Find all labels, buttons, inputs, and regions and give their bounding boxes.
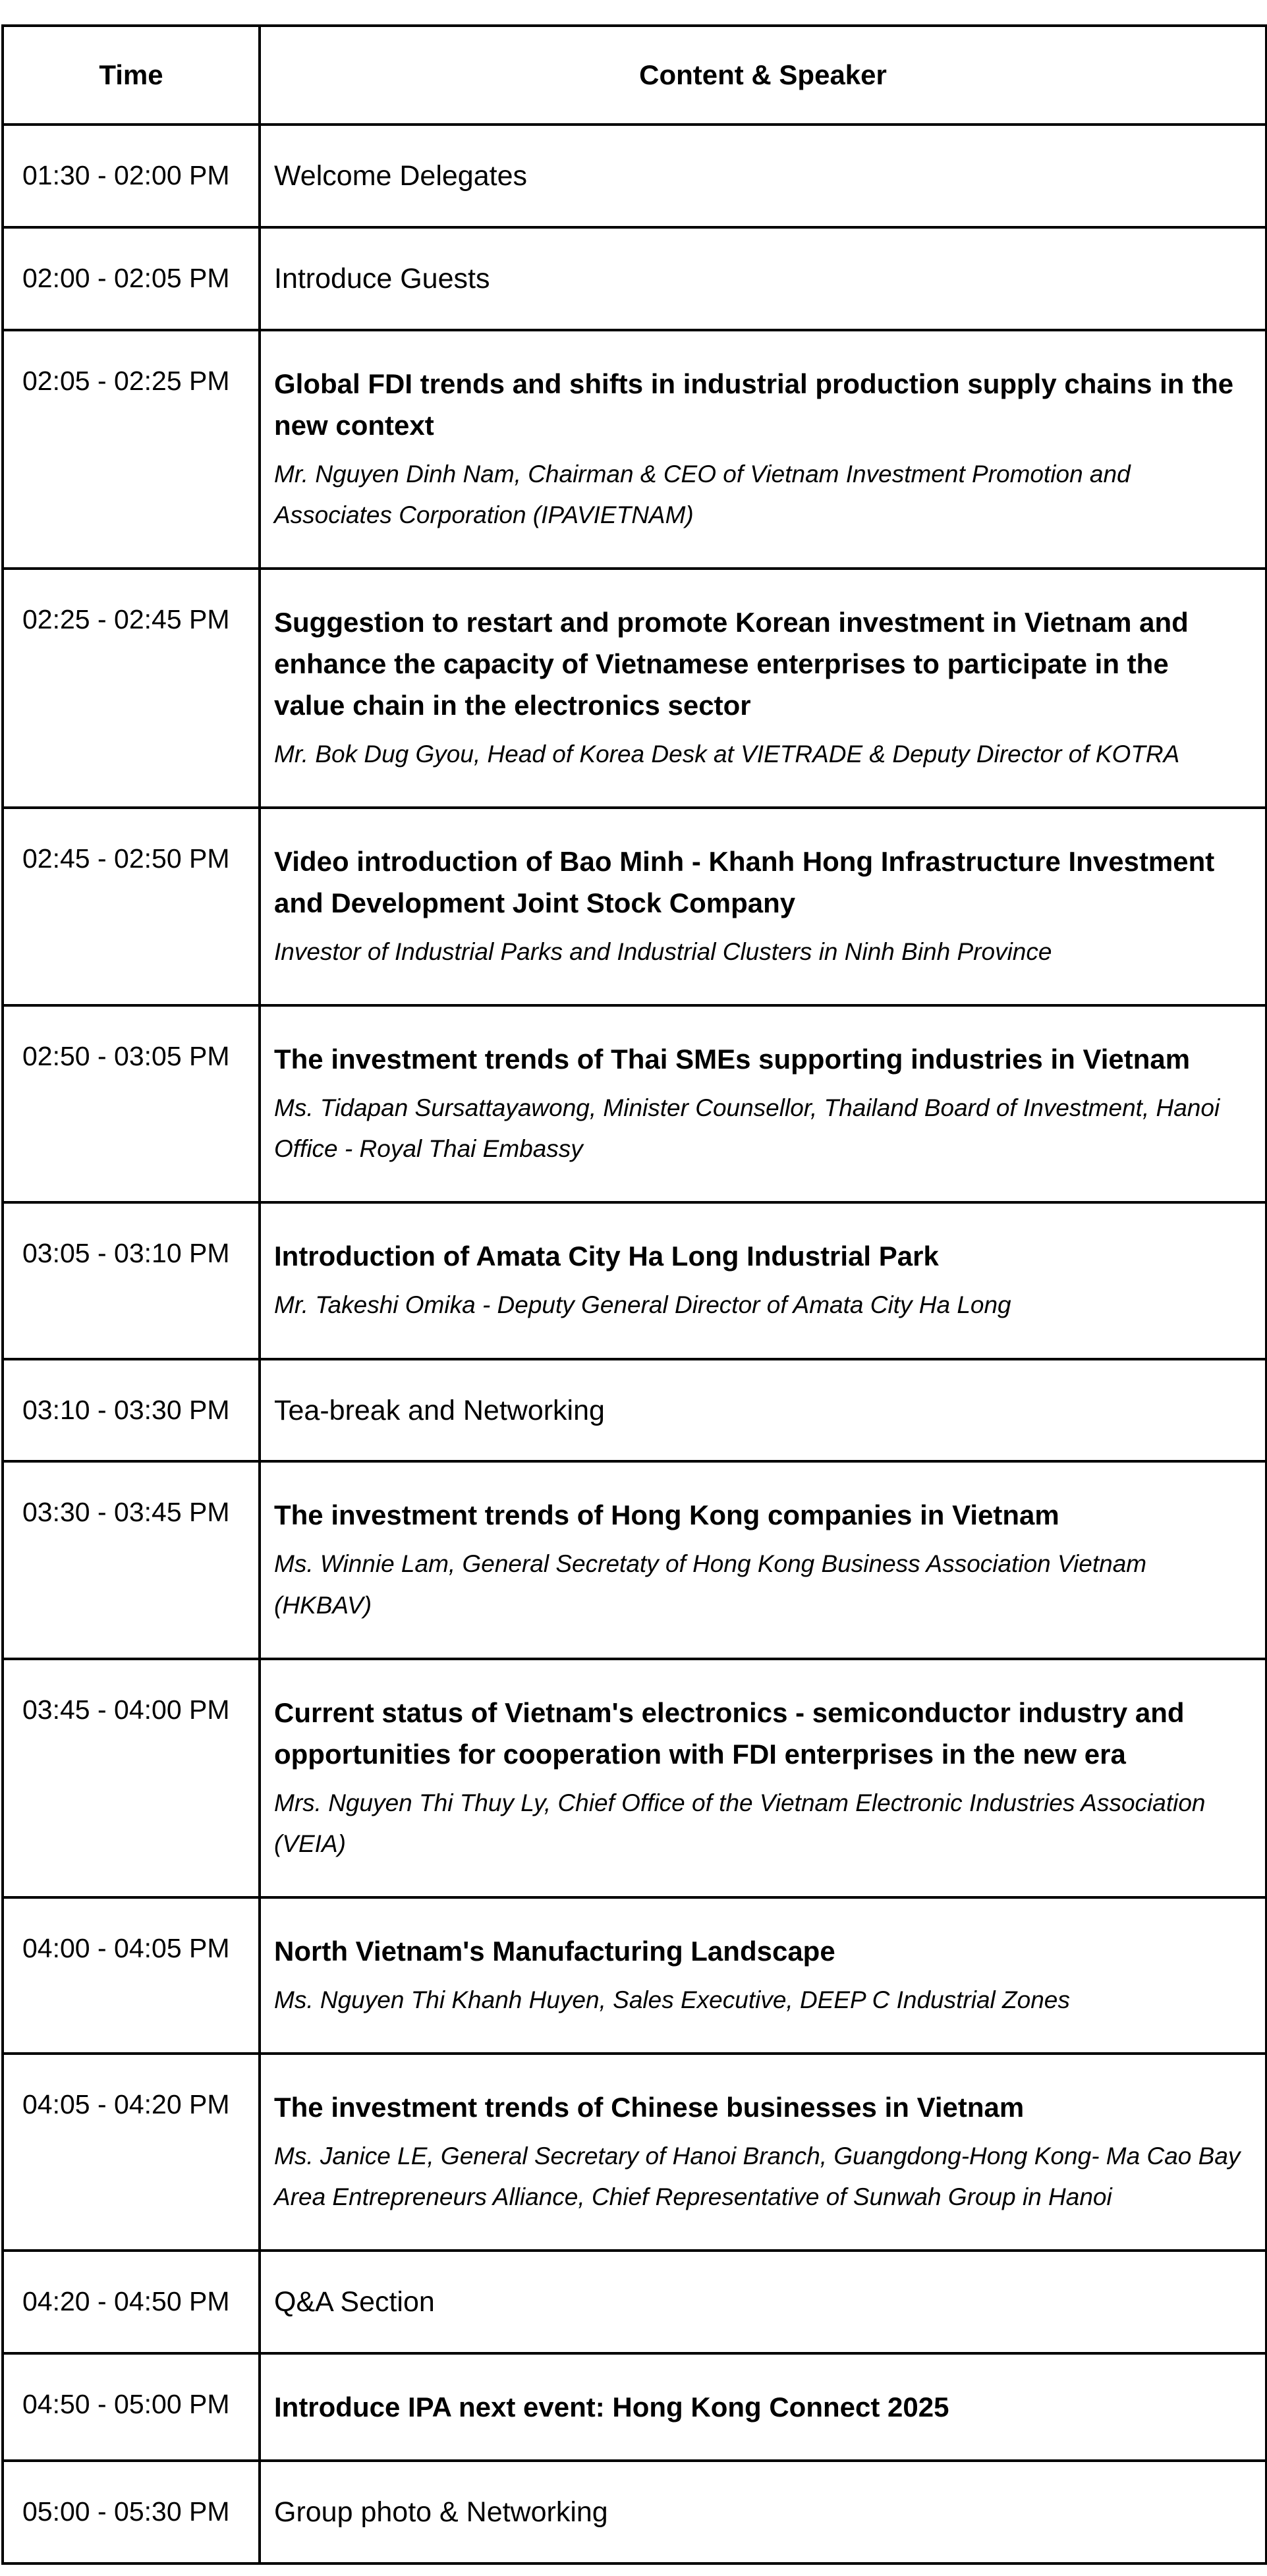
content-cell bbox=[260, 227, 1266, 330]
content-cell bbox=[260, 1659, 1266, 1897]
time-cell: 02:45 - 02:50 PM bbox=[3, 808, 260, 1005]
session-title: Introduction of Amata City Ha Long Industrial Park bbox=[274, 1241, 939, 1272]
speaker-info: Mr. Bok Dug Gyou, Head of Korea Desk at VIETRADE & Deputy Director of KOTRA bbox=[274, 740, 1180, 768]
content-cell bbox=[260, 569, 1266, 808]
time-cell: 02:25 - 02:45 PM bbox=[3, 569, 260, 808]
table-row bbox=[3, 330, 1266, 569]
speaker-info: Mr. Takeshi Omika - Deputy General Director of Amata City Ha Long bbox=[274, 1291, 1011, 1319]
time-cell: 02:50 - 03:05 PM bbox=[3, 1005, 260, 1202]
content-cell bbox=[260, 808, 1266, 1005]
content-cell bbox=[260, 330, 1266, 569]
time-cell: 04:50 - 05:00 PM bbox=[3, 2353, 260, 2461]
session-title: Global FDI trends and shifts in industrial production supply chains in the new context bbox=[274, 368, 1234, 441]
time-cell: 02:00 - 02:05 PM bbox=[3, 227, 260, 330]
header-row bbox=[3, 26, 1266, 125]
speaker-info: Ms. Nguyen Thi Khanh Huyen, Sales Executive, DEEP C Industrial Zones bbox=[274, 1986, 1070, 2013]
table-row bbox=[3, 2461, 1266, 2563]
table-row bbox=[3, 2353, 1266, 2461]
table-row bbox=[3, 808, 1266, 1005]
time-cell: 01:30 - 02:00 PM bbox=[3, 125, 260, 227]
speaker-info: Ms. Tidapan Sursattayawong, Minister Counsellor, Thailand Board of Investment, Hanoi Office - Royal Thai Embassy bbox=[274, 1094, 1220, 1163]
table-row bbox=[3, 125, 1266, 227]
agenda-item-text: Introduce Guests bbox=[274, 262, 490, 294]
table-row bbox=[3, 2054, 1266, 2251]
content-cell bbox=[260, 2054, 1266, 2251]
session-title: Suggestion to restart and promote Korean investment in Vietnam and enhance the capacity of Vietnamese enterprises to participate in the value chain in the electronics sector bbox=[274, 606, 1189, 721]
speaker-info: Ms. Janice LE, General Secretary of Hanoi Branch, Guangdong-Hong Kong- Ma Cao Bay Area Entrepreneurs Alliance, Chief Representative of Sunwah Group in Hanoi bbox=[274, 2142, 1241, 2211]
session-title: The investment trends of Chinese businesses in Vietnam bbox=[274, 2092, 1025, 2123]
time-cell: 02:05 - 02:25 PM bbox=[3, 330, 260, 569]
content-cell bbox=[260, 2353, 1266, 2461]
table-row bbox=[3, 1359, 1266, 1462]
table-row bbox=[3, 227, 1266, 330]
content-cell bbox=[260, 1005, 1266, 1202]
agenda-item-text: Group photo & Networking bbox=[274, 2496, 608, 2529]
speaker-info: Mrs. Nguyen Thi Thuy Ly, Chief Office of the Vietnam Electronic Industries Association (VEIA) bbox=[274, 1789, 1206, 1857]
time-cell: 04:05 - 04:20 PM bbox=[3, 2054, 260, 2251]
agenda-body bbox=[3, 125, 1266, 2563]
time-cell: 03:30 - 03:45 PM bbox=[3, 1461, 260, 1658]
content-cell bbox=[260, 2461, 1266, 2563]
content-cell bbox=[260, 125, 1266, 227]
table-row bbox=[3, 1202, 1266, 1358]
time-cell: 04:00 - 04:05 PM bbox=[3, 1897, 260, 2054]
content-cell bbox=[260, 1897, 1266, 2054]
content-header: Content & Speaker bbox=[260, 26, 1266, 125]
time-cell: 04:20 - 04:50 PM bbox=[3, 2251, 260, 2353]
session-title: North Vietnam's Manufacturing Landscape bbox=[274, 1935, 835, 1967]
content-cell bbox=[260, 1359, 1266, 1462]
content-cell bbox=[260, 1202, 1266, 1358]
session-title: The investment trends of Thai SMEs supporting industries in Vietnam bbox=[274, 1044, 1191, 1075]
time-cell: 03:45 - 04:00 PM bbox=[3, 1659, 260, 1897]
session-title: Video introduction of Bao Minh - Khanh Hong Infrastructure Investment and Development Joint Stock Company bbox=[274, 845, 1215, 918]
table-row bbox=[3, 569, 1266, 808]
time-cell: 05:00 - 05:30 PM bbox=[3, 2461, 260, 2563]
content-cell bbox=[260, 1461, 1266, 1658]
table-row bbox=[3, 1005, 1266, 1202]
speaker-info: Investor of Industrial Parks and Industrial Clusters in Ninh Binh Province bbox=[274, 938, 1052, 965]
time-cell: 03:10 - 03:30 PM bbox=[3, 1359, 260, 1462]
session-title: Current status of Vietnam's electronics - semiconductor industry and opportunities for cooperation with FDI enterprises in the new era bbox=[274, 1696, 1185, 1770]
table-row bbox=[3, 1659, 1266, 1897]
content-cell bbox=[260, 2251, 1266, 2353]
session-title: Introduce IPA next event: Hong Kong Connect 2025 bbox=[274, 2392, 949, 2423]
table-row bbox=[3, 1461, 1266, 1658]
speaker-info: Ms. Winnie Lam, General Secretaty of Hong Kong Business Association Vietnam (HKBAV) bbox=[274, 1550, 1147, 1619]
agenda-item-text: Q&A Section bbox=[274, 2286, 435, 2318]
agenda-table bbox=[1, 24, 1267, 2565]
speaker-info: Mr. Nguyen Dinh Nam, Chairman & CEO of Vietnam Investment Promotion and Associates Corporation (IPAVIETNAM) bbox=[274, 460, 1131, 528]
agenda-item-text: Tea-break and Networking bbox=[274, 1394, 605, 1426]
table-row bbox=[3, 2251, 1266, 2353]
time-cell: 03:05 - 03:10 PM bbox=[3, 1202, 260, 1358]
time-header: Time bbox=[3, 26, 260, 125]
table-row bbox=[3, 1897, 1266, 2054]
session-title: The investment trends of Hong Kong companies in Vietnam bbox=[274, 1499, 1059, 1531]
agenda-item-text: Welcome Delegates bbox=[274, 160, 527, 192]
